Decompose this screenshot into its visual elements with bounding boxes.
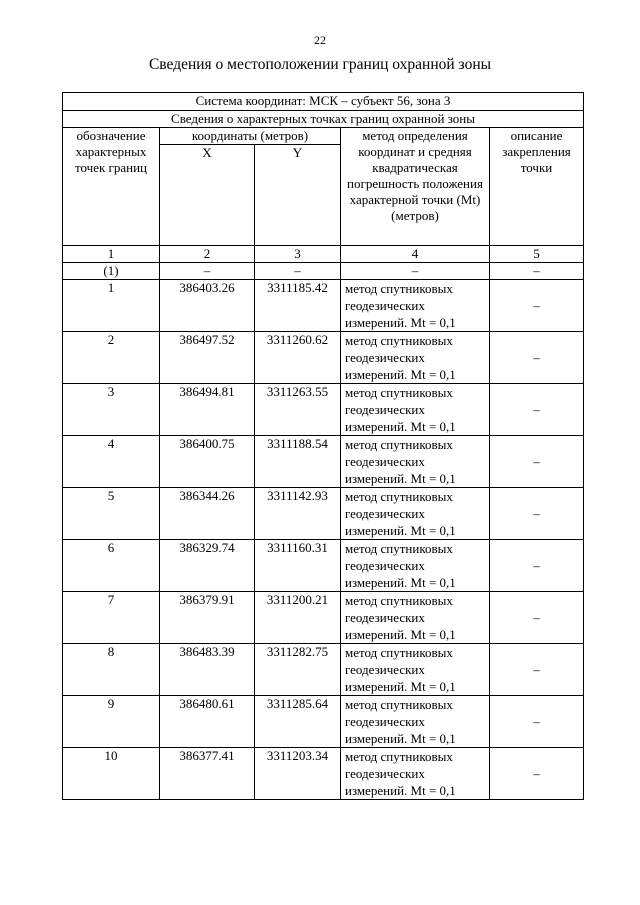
method-description: метод спутниковых геодезических измерений. Mt = 0,1 — [341, 540, 490, 592]
header-x: X — [160, 145, 255, 246]
coordinate-x: 386403.26 — [160, 280, 255, 332]
point-number: 1 — [63, 280, 160, 332]
method-description: метод спутниковых геодезических измерений. Mt = 0,1 — [341, 436, 490, 488]
coordinate-y: 3311200.21 — [255, 592, 341, 644]
method-description: метод спутниковых геодезических измерений. Mt = 0,1 — [341, 280, 490, 332]
coordinate-y: 3311260.62 — [255, 332, 341, 384]
method-description: метод спутниковых геодезических измерений. Mt = 0,1 — [341, 696, 490, 748]
header-coordinates: координаты (метров) — [160, 128, 341, 145]
point-number: 8 — [63, 644, 160, 696]
method-description: метод спутниковых геодезических измерений. Mt = 0,1 — [341, 384, 490, 436]
column-number: 3 — [255, 246, 341, 263]
coordinate-x: 386497.52 — [160, 332, 255, 384]
coordinate-x: 386379.91 — [160, 592, 255, 644]
point-number: 2 — [63, 332, 160, 384]
contour-label: (1) — [63, 263, 160, 280]
coordinate-y: 3311185.42 — [255, 280, 341, 332]
header-description: описание закрепления точки — [490, 128, 584, 246]
page-number: 22 — [314, 33, 326, 47]
coordinate-x: 386400.75 — [160, 436, 255, 488]
column-number: 1 — [63, 246, 160, 263]
table-row — [63, 384, 584, 436]
contour-row — [63, 263, 584, 280]
table-row — [63, 748, 584, 800]
fixing-description: – — [490, 644, 584, 696]
coordinate-y: 3311263.55 — [255, 384, 341, 436]
coordinate-x: 386480.61 — [160, 696, 255, 748]
section-heading: Сведения о характерных точках границ охранной зоны — [63, 111, 584, 128]
column-number: 4 — [341, 246, 490, 263]
method-description: метод спутниковых геодезических измерений. Mt = 0,1 — [341, 644, 490, 696]
point-number: 9 — [63, 696, 160, 748]
coordinate-x: 386483.39 — [160, 644, 255, 696]
table-row — [63, 280, 584, 332]
header-y: Y — [255, 145, 341, 246]
method-description: метод спутниковых геодезических измерений. Mt = 0,1 — [341, 748, 490, 800]
fixing-description: – — [490, 332, 584, 384]
fixing-description: – — [490, 592, 584, 644]
table-row — [63, 488, 584, 540]
column-number: 5 — [490, 246, 584, 263]
fixing-description: – — [490, 748, 584, 800]
coordinate-y: 3311160.31 — [255, 540, 341, 592]
coordinate-x: 386494.81 — [160, 384, 255, 436]
coordinate-system: Система координат: МСК – субъект 56, зона 3 — [63, 93, 584, 111]
coordinate-y: 3311142.93 — [255, 488, 341, 540]
coordinate-x: 386344.26 — [160, 488, 255, 540]
fixing-description: – — [490, 540, 584, 592]
method-description: метод спутниковых геодезических измерений. Mt = 0,1 — [341, 332, 490, 384]
point-number: 4 — [63, 436, 160, 488]
method-description: метод спутниковых геодезических измерений. Mt = 0,1 — [341, 488, 490, 540]
point-number: 6 — [63, 540, 160, 592]
column-number: 2 — [160, 246, 255, 263]
boundary-points-table — [62, 92, 584, 800]
table-row — [63, 540, 584, 592]
coordinate-y: 3311282.75 — [255, 644, 341, 696]
header-designation: обозначение характерных точек границ — [63, 128, 160, 246]
header-method: метод определения координат и средняя квадратическая погрешность положения характерной точки (Mt) (метров) — [341, 128, 490, 246]
table-row — [63, 644, 584, 696]
empty-dash: – — [255, 263, 341, 280]
table-row — [63, 592, 584, 644]
point-number: 5 — [63, 488, 160, 540]
coordinate-x: 386329.74 — [160, 540, 255, 592]
fixing-description: – — [490, 488, 584, 540]
table-row — [63, 436, 584, 488]
column-number-row — [63, 246, 584, 263]
method-description: метод спутниковых геодезических измерений. Mt = 0,1 — [341, 592, 490, 644]
coordinate-y: 3311285.64 — [255, 696, 341, 748]
coordinate-y: 3311203.34 — [255, 748, 341, 800]
document-title: Сведения о местоположении границ охранной зоны — [148, 56, 492, 73]
empty-dash: – — [490, 263, 584, 280]
point-number: 10 — [63, 748, 160, 800]
fixing-description: – — [490, 384, 584, 436]
empty-dash: – — [160, 263, 255, 280]
fixing-description: – — [490, 436, 584, 488]
coordinate-x: 386377.41 — [160, 748, 255, 800]
fixing-description: – — [490, 280, 584, 332]
point-number: 3 — [63, 384, 160, 436]
empty-dash: – — [341, 263, 490, 280]
table-row — [63, 332, 584, 384]
coordinate-y: 3311188.54 — [255, 436, 341, 488]
point-number: 7 — [63, 592, 160, 644]
table-row — [63, 696, 584, 748]
fixing-description: – — [490, 696, 584, 748]
